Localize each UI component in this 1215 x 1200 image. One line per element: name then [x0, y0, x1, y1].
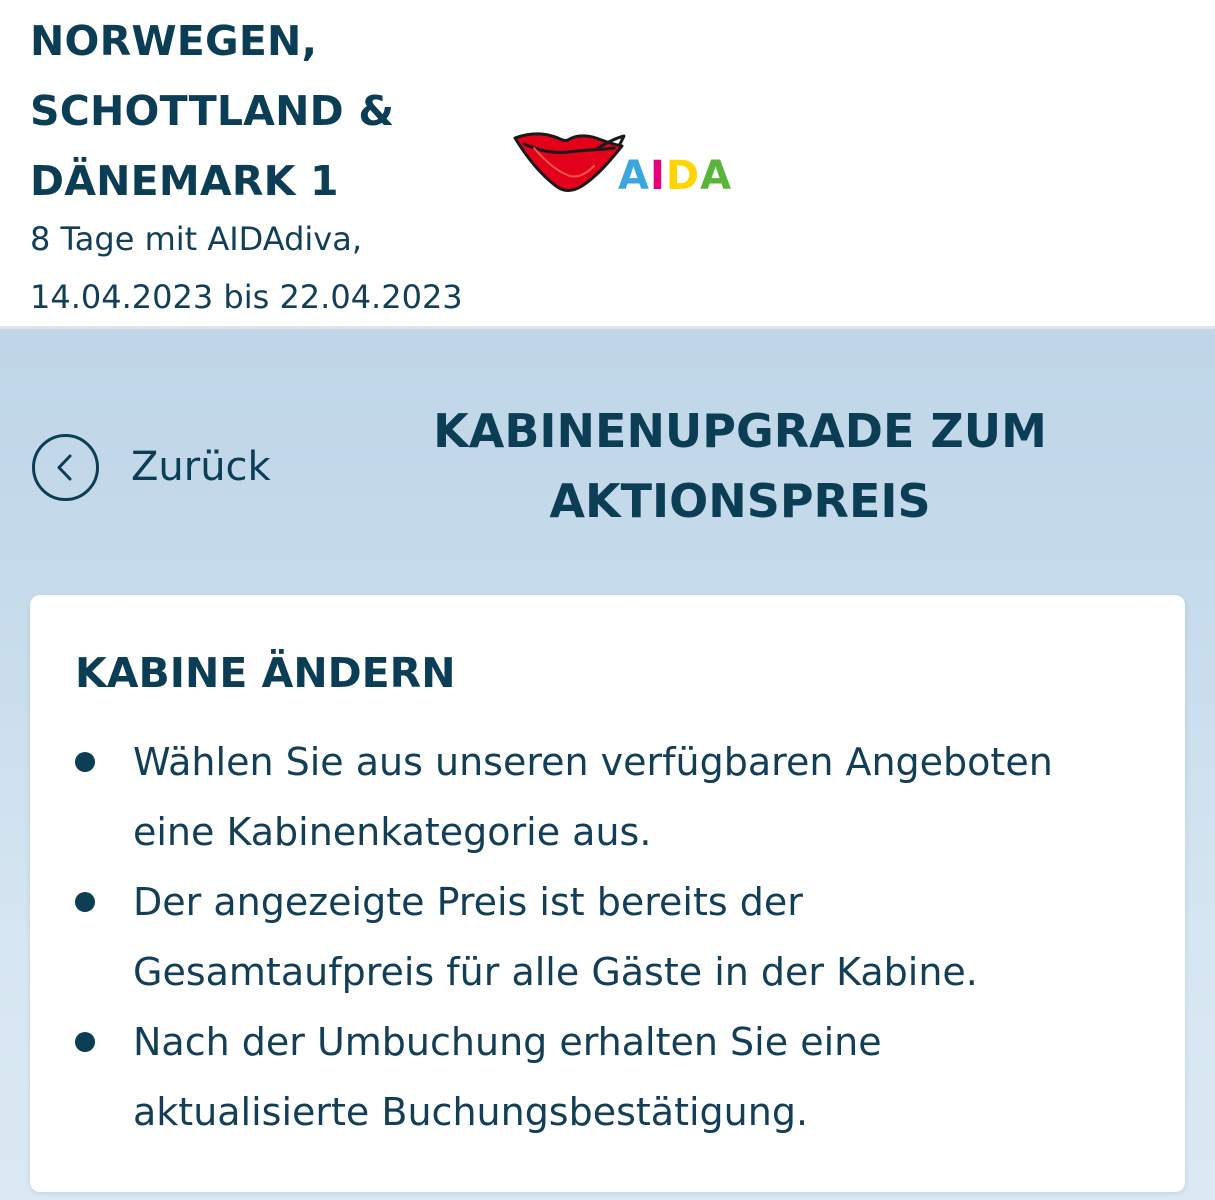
list-item	[75, 727, 1155, 867]
trip-title-line: DÄNEMARK 1	[30, 157, 339, 205]
chevron-left-circle-icon	[32, 434, 99, 501]
info-list	[75, 727, 1155, 1147]
list-item-text: Nach der Umbuchung erhalten Sie eine	[133, 1020, 882, 1064]
logo-letter: D	[665, 153, 701, 199]
bullet-icon	[75, 1032, 95, 1052]
list-item-text: Wählen Sie aus unseren verfügbaren Angeboten	[133, 740, 1053, 784]
page-title-line: AKTIONSPREIS	[549, 474, 931, 528]
trip-duration-ship: 8 Tage mit AIDAdiva,	[30, 220, 362, 258]
aida-wordmark	[618, 154, 732, 198]
list-item	[75, 867, 1155, 1007]
back-label: Zurück	[131, 444, 271, 490]
trip-title-line: NORWEGEN,	[30, 17, 318, 65]
bullet-icon	[75, 892, 95, 912]
trip-title-line: SCHOTTLAND &	[30, 87, 395, 135]
bullet-icon	[75, 752, 95, 772]
aida-kussmund-logo-icon	[512, 128, 632, 200]
list-item	[75, 1007, 1155, 1147]
back-button[interactable]	[32, 431, 271, 503]
trip-title	[30, 6, 490, 216]
list-item-text: eine Kabinenkategorie aus.	[133, 810, 652, 854]
aida-logo	[512, 128, 752, 200]
list-item-text: Der angezeigte Preis ist bereits der	[133, 880, 803, 924]
trip-header	[0, 0, 1215, 326]
page-title	[380, 396, 1100, 536]
info-card	[30, 595, 1185, 1192]
logo-letter: A	[618, 153, 650, 199]
logo-letter: A	[700, 153, 733, 199]
trip-dates: 14.04.2023 bis 22.04.2023	[30, 278, 463, 316]
list-item-text: Gesamtaufpreis für alle Gäste in der Kabine.	[133, 950, 978, 994]
trip-details	[30, 210, 463, 326]
list-item-text: aktualisierte Buchungsbestätigung.	[133, 1090, 809, 1134]
page-title-line: KABINENUPGRADE ZUM	[433, 404, 1047, 458]
card-title: KABINE ÄNDERN	[75, 649, 456, 697]
logo-letter: I	[649, 153, 666, 199]
